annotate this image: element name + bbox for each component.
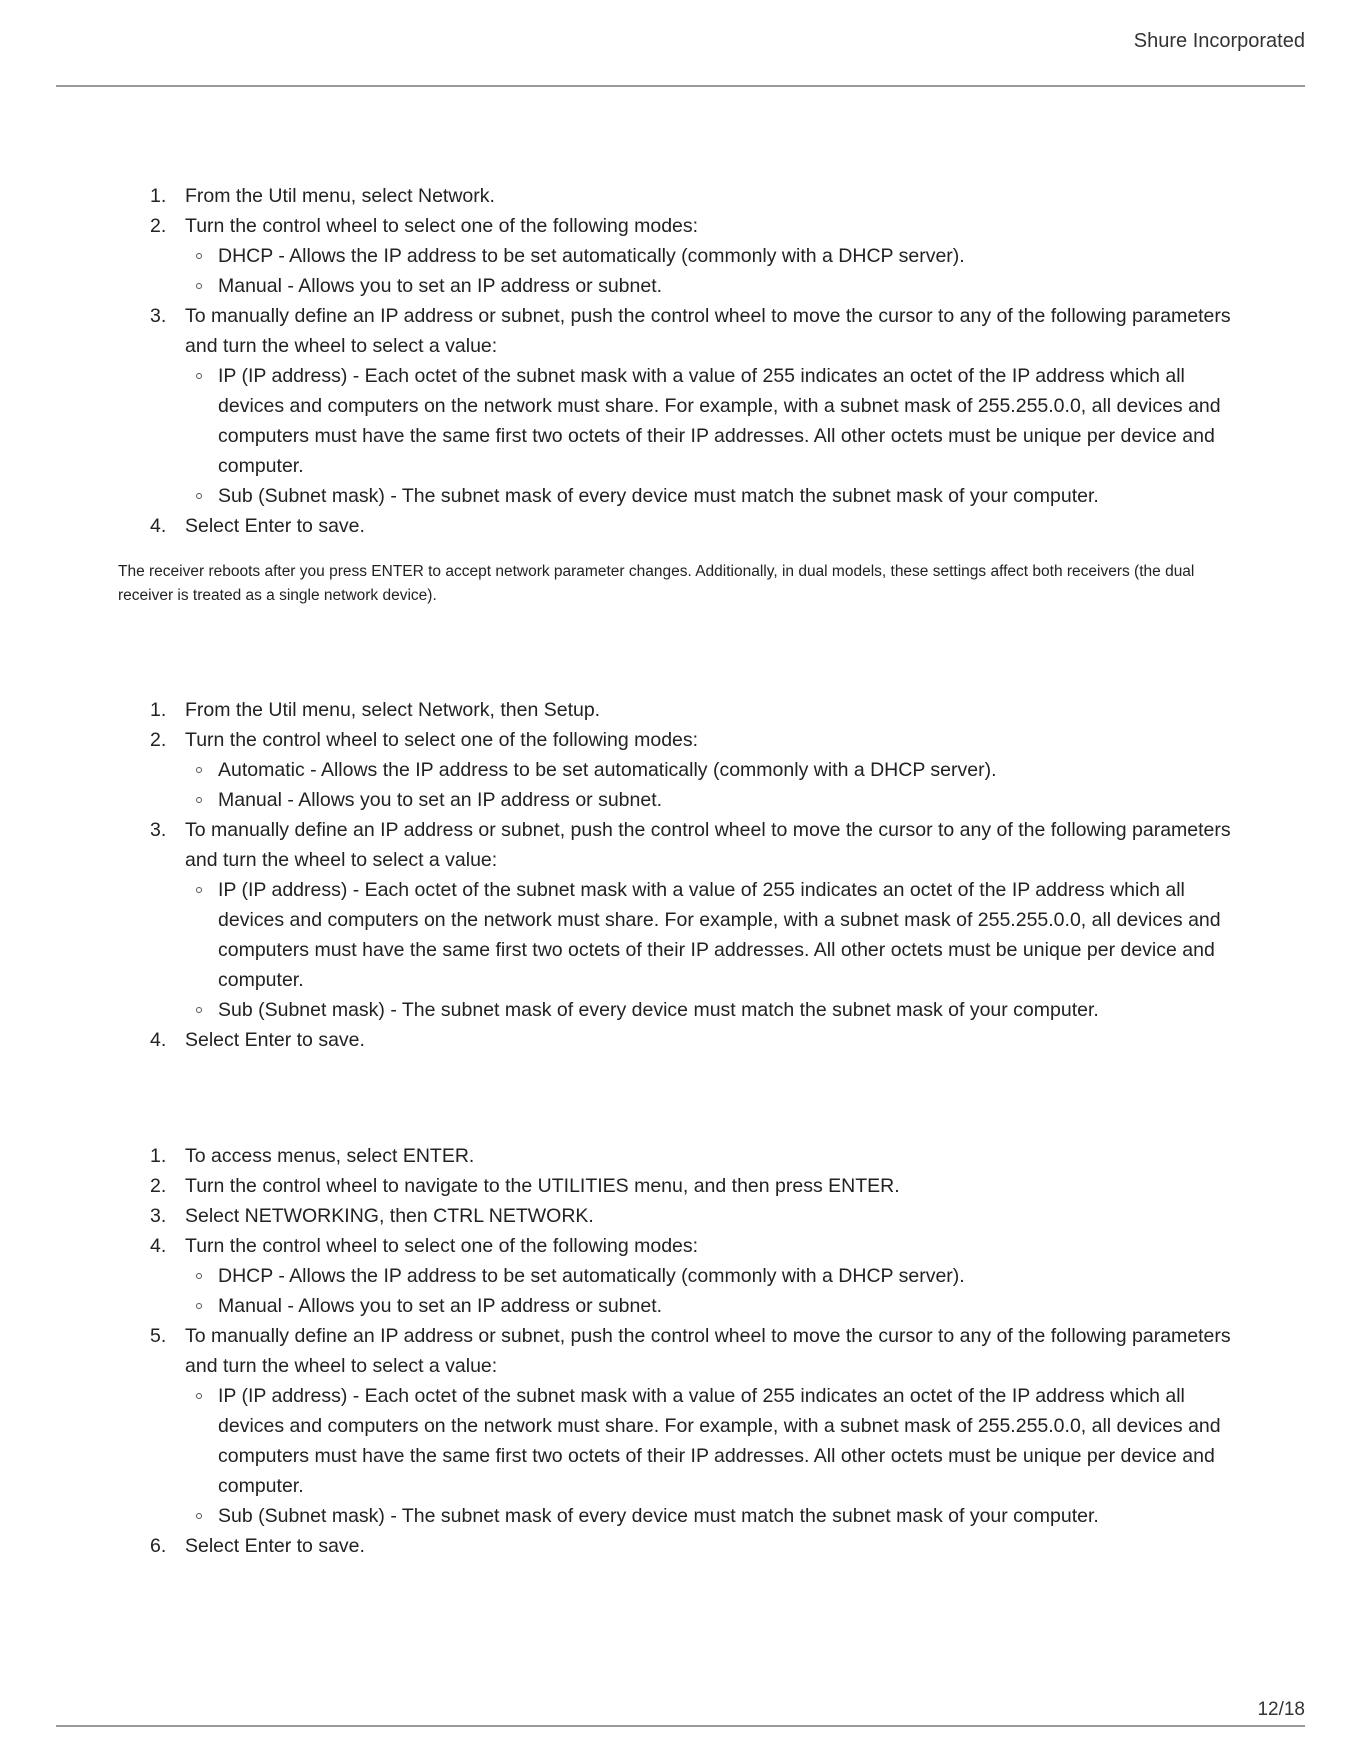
footer-divider [56, 1725, 1305, 1727]
circle-bullet-icon [196, 373, 202, 379]
circle-bullet-icon [196, 887, 202, 893]
sub-item [185, 1261, 1243, 1291]
sub-item-text: DHCP - Allows the IP address to be set automatically (commonly with a DHCP server). [218, 1265, 965, 1287]
step-text: From the Util menu, select Network. [185, 185, 495, 207]
sub-item [185, 1381, 1243, 1501]
sub-item [185, 1291, 1243, 1321]
sub-item [185, 755, 1243, 785]
step-item [0, 511, 1361, 541]
step-number: 5. [150, 1325, 167, 1347]
step-number: 2. [150, 1175, 167, 1197]
step-text: Turn the control wheel to select one of the following modes: [185, 1235, 699, 1257]
sub-item [185, 875, 1243, 995]
circle-bullet-icon [196, 493, 202, 499]
sub-list [185, 875, 1243, 1025]
sub-item-text: IP (IP address) - Each octet of the subnet mask with a value of 255 indicates an octet of the IP address which all devices and computers on the network must share. For example, with a subnet mask of 255.255.0.0, all devices and computers must have the same first two octets of their IP addresses. All other octets must be unique per device and computer. [218, 365, 1221, 477]
circle-bullet-icon [196, 1393, 202, 1399]
step-number: 1. [150, 185, 167, 207]
step-item [0, 1025, 1361, 1055]
page-number: 12/18 [1257, 1699, 1305, 1720]
sub-item-text: Sub (Subnet mask) - The subnet mask of every device must match the subnet mask of your computer. [218, 1505, 1099, 1527]
sub-item-text: Sub (Subnet mask) - The subnet mask of every device must match the subnet mask of your computer. [218, 485, 1099, 507]
step-item [0, 1141, 1361, 1171]
sub-item [185, 361, 1243, 481]
sub-list [185, 241, 1243, 301]
step-number: 6. [150, 1535, 167, 1557]
step-number: 4. [150, 515, 167, 537]
step-item [0, 1531, 1361, 1561]
note-text: The receiver reboots after you press ENTER to accept network parameter changes. Additionally, in dual models, these settings affect both receivers (the dual receiver is treated as a single network device). [118, 563, 1195, 604]
step-item [0, 211, 1361, 301]
procedure-list-3 [0, 1141, 1361, 1561]
step-number: 3. [150, 1205, 167, 1227]
step-number: 1. [150, 1145, 167, 1167]
step-text: Turn the control wheel to select one of the following modes: [185, 729, 699, 751]
sub-item-text: Manual - Allows you to set an IP address or subnet. [218, 1295, 663, 1317]
step-text: Select Enter to save. [185, 515, 365, 537]
step-text: Turn the control wheel to select one of the following modes: [185, 215, 699, 237]
step-item [0, 1321, 1361, 1531]
sub-item [185, 995, 1243, 1025]
step-text: To manually define an IP address or subnet, push the control wheel to move the cursor to any of the following parameters and turn the wheel to select a value: [185, 819, 1231, 871]
step-text: To access menus, select ENTER. [185, 1145, 475, 1167]
step-number: 1. [150, 699, 167, 721]
step-number: 3. [150, 819, 167, 841]
circle-bullet-icon [196, 1273, 202, 1279]
step-text: Select Enter to save. [185, 1535, 365, 1557]
step-text: To manually define an IP address or subnet, push the control wheel to move the cursor to any of the following parameters and turn the wheel to select a value: [185, 1325, 1231, 1377]
sub-item [185, 1501, 1243, 1531]
step-text: Turn the control wheel to navigate to the UTILITIES menu, and then press ENTER. [185, 1175, 900, 1197]
step-item [0, 181, 1361, 211]
sub-item [185, 271, 1243, 301]
header-divider [56, 85, 1305, 87]
sub-item [185, 481, 1243, 511]
circle-bullet-icon [196, 1513, 202, 1519]
sub-item-text: Manual - Allows you to set an IP address or subnet. [218, 275, 663, 297]
header-company-name: Shure Incorporated [1133, 30, 1305, 52]
step-number: 4. [150, 1235, 167, 1257]
step-item [0, 725, 1361, 815]
step-item [0, 1201, 1361, 1231]
step-number: 2. [150, 729, 167, 751]
circle-bullet-icon [196, 1007, 202, 1013]
step-text: Select Enter to save. [185, 1029, 365, 1051]
sub-item-text: DHCP - Allows the IP address to be set automatically (commonly with a DHCP server). [218, 245, 965, 267]
step-item [0, 815, 1361, 1025]
sub-item-text: IP (IP address) - Each octet of the subnet mask with a value of 255 indicates an octet of the IP address which all devices and computers on the network must share. For example, with a subnet mask of 255.255.0.0, all devices and computers must have the same first two octets of their IP addresses. All other octets must be unique per device and computer. [218, 879, 1221, 991]
procedure-list-2 [0, 695, 1361, 1055]
sub-item-text: IP (IP address) - Each octet of the subnet mask with a value of 255 indicates an octet of the IP address which all devices and computers on the network must share. For example, with a subnet mask of 255.255.0.0, all devices and computers must have the same first two octets of their IP addresses. All other octets must be unique per device and computer. [218, 1385, 1221, 1497]
sub-item-text: Automatic - Allows the IP address to be set automatically (commonly with a DHCP server). [218, 759, 997, 781]
sub-list [185, 1381, 1243, 1531]
sub-item-text: Sub (Subnet mask) - The subnet mask of every device must match the subnet mask of your computer. [218, 999, 1099, 1021]
step-item [0, 695, 1361, 725]
circle-bullet-icon [196, 253, 202, 259]
circle-bullet-icon [196, 1303, 202, 1309]
procedure-list-1 [0, 181, 1361, 541]
sub-item-text: Manual - Allows you to set an IP address or subnet. [218, 789, 663, 811]
sub-list [185, 1261, 1243, 1321]
step-text: Select NETWORKING, then CTRL NETWORK. [185, 1205, 594, 1227]
sub-item [185, 785, 1243, 815]
step-text: To manually define an IP address or subnet, push the control wheel to move the cursor to any of the following parameters and turn the wheel to select a value: [185, 305, 1231, 357]
step-number: 2. [150, 215, 167, 237]
sub-list [185, 755, 1243, 815]
step-number: 3. [150, 305, 167, 327]
sub-item [185, 241, 1243, 271]
step-number: 4. [150, 1029, 167, 1051]
circle-bullet-icon [196, 797, 202, 803]
circle-bullet-icon [196, 283, 202, 289]
step-text: From the Util menu, select Network, then Setup. [185, 699, 601, 721]
step-item [0, 1171, 1361, 1201]
step-item [0, 1231, 1361, 1321]
circle-bullet-icon [196, 767, 202, 773]
sub-list [185, 361, 1243, 511]
step-item [0, 301, 1361, 511]
